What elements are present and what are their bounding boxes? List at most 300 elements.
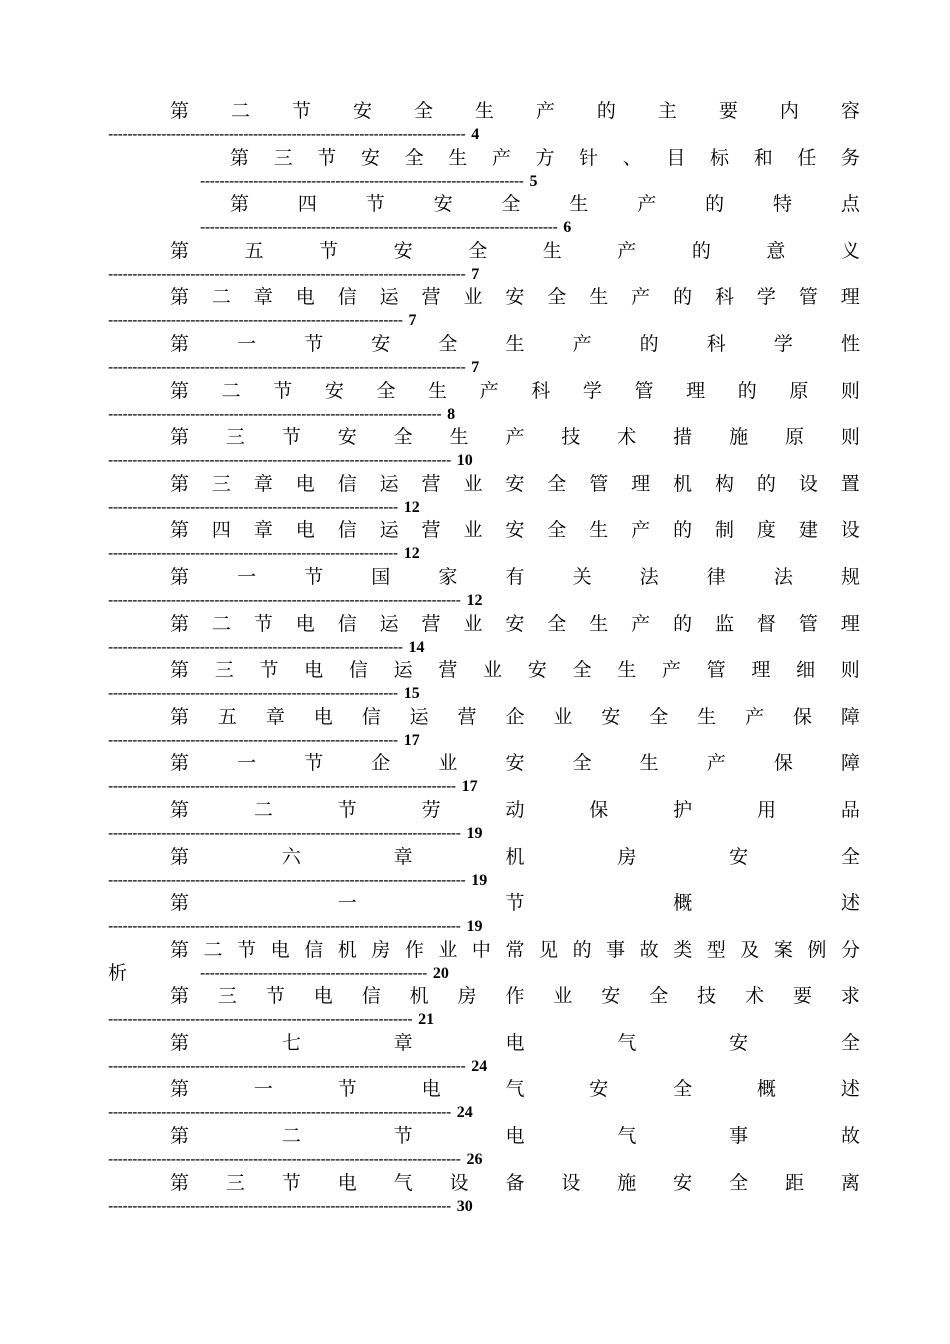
toc-title-char: 的 — [596, 100, 616, 122]
toc-entry — [108, 378, 860, 425]
toc-title-char: 三 — [217, 985, 237, 1008]
leader-dots: ------------------------------------------------------------ — [108, 545, 398, 563]
toc-title-char: 学 — [756, 286, 776, 309]
toc-title-char: 的 — [673, 519, 693, 542]
toc-title-char: 节 — [319, 239, 339, 262]
toc-title-char: 构 — [714, 472, 734, 495]
toc-title-char: 安 — [337, 426, 357, 449]
toc-title-char: 技 — [561, 426, 581, 449]
toc-title-char: 第 — [230, 193, 250, 216]
toc-title-char: 特 — [773, 193, 793, 216]
toc-title-char: 的 — [705, 193, 725, 216]
toc-title-char: 理 — [840, 612, 860, 635]
toc-title-char: 生 — [474, 100, 494, 122]
toc-page-number: 15 — [403, 685, 420, 703]
toc-title-char: 企 — [371, 752, 391, 775]
toc-title-char: 信 — [304, 938, 324, 961]
toc-title-char: 产 — [631, 286, 651, 309]
toc-title-char: 二 — [281, 1125, 301, 1148]
toc-title-char: 产 — [745, 705, 765, 728]
toc-title-char: 求 — [840, 985, 860, 1008]
toc-title-char: 电 — [295, 286, 315, 309]
toc-title-char: 全 — [840, 1031, 860, 1054]
leader-dots: -------------------------------------------------------------------------- — [108, 871, 466, 889]
toc-title-char: 气 — [617, 1125, 637, 1148]
toc-title-char: 房 — [371, 938, 391, 961]
toc-title-char: 生 — [589, 286, 609, 309]
toc-title-char: 管 — [589, 472, 609, 495]
toc-title-char: 法 — [773, 565, 793, 588]
toc-title-char: 节 — [259, 659, 279, 682]
toc-title-char: 则 — [840, 379, 860, 402]
toc-title-char: 设 — [798, 472, 818, 495]
toc-title-char: 生 — [449, 426, 469, 449]
toc-title-char: 第 — [170, 752, 190, 775]
toc-title-char: 信 — [337, 519, 357, 542]
toc-title-char: 容 — [840, 100, 860, 122]
toc-title-char: 概 — [757, 1078, 777, 1101]
toc-title-char: 施 — [617, 1171, 637, 1194]
toc-title-char: 原 — [789, 379, 809, 402]
toc-title-char: 针 — [579, 146, 599, 169]
leader-dots: ----------------------------------------------------------------------- — [108, 1104, 451, 1122]
toc-title-char: 第 — [170, 798, 190, 821]
toc-title-char: 章 — [253, 519, 273, 542]
toc-title-char: 电 — [295, 519, 315, 542]
toc-title-char: 设 — [449, 1171, 469, 1194]
toc-page-number: 24 — [471, 1057, 488, 1075]
toc-title-char: 章 — [393, 1031, 413, 1054]
toc-title-char: 章 — [253, 286, 273, 309]
toc-page-number: 12 — [466, 591, 483, 609]
toc-title-char: 督 — [756, 612, 776, 635]
toc-title-char: 全 — [729, 1171, 749, 1194]
toc-title-char: 业 — [553, 705, 573, 728]
toc-title-char: 生 — [428, 379, 448, 402]
toc-title-char: 任 — [797, 146, 817, 169]
toc-entry — [108, 657, 860, 704]
toc-title-char: 二 — [230, 100, 250, 122]
toc-entry-title — [170, 937, 860, 963]
toc-title-char: 产 — [631, 612, 651, 635]
leader-dots: ------------------------------------------------------------- — [108, 312, 403, 330]
toc-title-char: 义 — [840, 239, 860, 262]
toc-title-char: 产 — [535, 100, 555, 122]
toc-title-char: 节 — [237, 938, 257, 961]
toc-title-char: 一 — [337, 892, 357, 915]
toc-entry — [108, 284, 860, 331]
toc-title-char: 务 — [840, 146, 860, 169]
toc-title-char: 四 — [297, 193, 317, 216]
toc-title-char: 三 — [273, 146, 293, 169]
toc-title-char: 一 — [237, 332, 257, 355]
toc-title-char: 全 — [547, 612, 567, 635]
toc-title-char: 的 — [673, 286, 693, 309]
toc-title-char: 安 — [527, 659, 547, 682]
toc-title-char: 备 — [505, 1171, 525, 1194]
toc-entry — [108, 471, 860, 518]
toc-page-number: 24 — [456, 1104, 473, 1122]
toc-page-number: 10 — [456, 452, 473, 470]
toc-title-char: 产 — [572, 332, 592, 355]
toc-title-char: 节 — [304, 332, 324, 355]
toc-title-char: 节 — [281, 1171, 301, 1194]
toc-page-number: 7 — [471, 358, 480, 376]
toc-title-char: 用 — [757, 798, 777, 821]
toc-title-char: 三 — [225, 1171, 245, 1194]
toc-title-char: 动 — [505, 798, 525, 821]
toc-title-char: 管 — [706, 659, 726, 682]
toc-title-char: 生 — [569, 193, 589, 216]
toc-title-char: 三 — [214, 659, 234, 682]
leader-dots: -------------------------------------------------------------------------- — [108, 126, 466, 143]
toc-title-char: 六 — [281, 845, 301, 868]
toc-entry-title — [230, 191, 860, 217]
toc-title-char: 全 — [547, 286, 567, 309]
toc-title-char: 第 — [170, 1078, 190, 1101]
leader-dots: ------------------------------------------------------------ — [108, 498, 398, 516]
toc-title-char: 第 — [170, 612, 190, 635]
toc-title-char: 生 — [617, 659, 637, 682]
toc-title-char: 机 — [673, 472, 693, 495]
toc-title-char: 电 — [270, 938, 290, 961]
toc-title-char: 信 — [361, 705, 381, 728]
toc-entry-title — [170, 471, 860, 497]
toc-title-char: 第 — [170, 565, 190, 588]
toc-entry — [108, 611, 860, 658]
toc-title-char: 安 — [505, 472, 525, 495]
toc-title-char: 的 — [691, 239, 711, 262]
toc-title-char: 产 — [617, 239, 637, 262]
toc-page-number: 26 — [466, 1151, 483, 1169]
toc-title-char: 章 — [393, 845, 413, 868]
toc-title-char: 业 — [483, 659, 503, 682]
toc-title-char: 术 — [617, 426, 637, 449]
toc-title-char: 科 — [706, 332, 726, 355]
toc-title-char: 营 — [421, 286, 441, 309]
toc-page-number: 12 — [403, 545, 420, 563]
toc-title-char: 的 — [673, 612, 693, 635]
toc-title-char: 障 — [840, 752, 860, 775]
toc-title-char: 五 — [244, 239, 264, 262]
toc-title-char: 全 — [413, 100, 433, 122]
toc-title-char: 产 — [479, 379, 499, 402]
toc-entry-title — [170, 284, 860, 310]
toc-entry — [108, 424, 860, 471]
leader-dots: ------------------------------------------------------------ — [108, 685, 398, 703]
toc-title-char: 中 — [471, 938, 491, 961]
toc-entry — [108, 704, 860, 751]
toc-title-char: 设 — [561, 1171, 581, 1194]
toc-title-char: 营 — [421, 472, 441, 495]
toc-entry — [108, 191, 860, 238]
toc-title-char: 运 — [379, 612, 399, 635]
toc-page-number: 19 — [466, 918, 483, 936]
toc-title-char: 五 — [217, 705, 237, 728]
leader-dots: ------------------------------------------------------------- — [108, 638, 403, 656]
toc-title-char: 型 — [706, 938, 726, 961]
toc-title-char: 事 — [729, 1125, 749, 1148]
toc-title-char: 标 — [710, 146, 730, 169]
toc-title-char: 第 — [230, 146, 250, 169]
toc-title-char: 业 — [438, 938, 458, 961]
toc-title-char: 作 — [505, 985, 525, 1008]
toc-title-char: 业 — [553, 985, 573, 1008]
toc-title-char: 电 — [313, 705, 333, 728]
toc-entry — [108, 797, 860, 844]
leader-dots: ------------------------------------------------------------------- — [200, 172, 524, 190]
toc-entry-title — [170, 983, 860, 1009]
toc-title-char: 产 — [631, 519, 651, 542]
toc-title-char: 信 — [361, 985, 381, 1008]
toc-title-char: 第 — [170, 332, 190, 355]
toc-page-number: 8 — [447, 405, 456, 423]
toc-entry-title — [170, 657, 860, 683]
toc-title-char: 第 — [170, 845, 190, 868]
toc-title-char: 运 — [379, 286, 399, 309]
toc-title-char: 电 — [337, 1171, 357, 1194]
toc-title-char: 见 — [539, 938, 559, 961]
toc-title-char: 生 — [589, 612, 609, 635]
toc-title-char: 安 — [324, 379, 344, 402]
toc-page-number: 19 — [471, 871, 488, 889]
toc-page-number: 6 — [563, 219, 572, 237]
toc-title-char: 生 — [589, 519, 609, 542]
toc-entry-title — [170, 517, 860, 543]
toc-title-char: 品 — [840, 798, 860, 821]
toc-title-char: 生 — [448, 146, 468, 169]
toc-title-char: 第 — [170, 379, 190, 402]
toc-title-char: 第 — [170, 938, 190, 961]
toc-title-char: 原 — [784, 426, 804, 449]
leader-dots: --------------------------------------------------------------- — [108, 1011, 413, 1029]
toc-title-char: 七 — [281, 1031, 301, 1054]
toc-title-char: 节 — [304, 565, 324, 588]
toc-title-char: 全 — [547, 519, 567, 542]
toc-title-char: 学 — [582, 379, 602, 402]
table-of-contents — [108, 98, 860, 1216]
toc-entry — [108, 564, 860, 611]
toc-title-char: 内 — [779, 100, 799, 122]
toc-title-char: 营 — [438, 659, 458, 682]
toc-page-number: 21 — [418, 1011, 435, 1029]
toc-title-char: 管 — [634, 379, 654, 402]
toc-entry-title — [170, 564, 860, 590]
leader-dots: ------------------------------------------------------------------------- — [108, 1151, 461, 1169]
toc-title-char: 性 — [840, 332, 860, 355]
toc-entry-title — [170, 98, 860, 124]
toc-title-char: 安 — [360, 146, 380, 169]
toc-title-char: 第 — [170, 1125, 190, 1148]
toc-title-char: 关 — [572, 565, 592, 588]
toc-title-char: 主 — [657, 100, 677, 122]
toc-title-char: 安 — [393, 239, 413, 262]
toc-title-char: 家 — [438, 565, 458, 588]
toc-entry-title — [170, 890, 860, 916]
toc-title-char: 全 — [376, 379, 396, 402]
toc-entry — [108, 1076, 860, 1123]
toc-title-char: 概 — [673, 892, 693, 915]
toc-title-char: 全 — [501, 193, 521, 216]
toc-title-char: 管 — [798, 612, 818, 635]
toc-title-char: 保 — [589, 798, 609, 821]
toc-entry — [108, 1123, 860, 1170]
toc-page-number: 17 — [461, 778, 478, 796]
toc-title-char: 制 — [714, 519, 734, 542]
toc-title-char: 安 — [505, 286, 525, 309]
toc-title-char: 管 — [798, 286, 818, 309]
toc-entry-title — [170, 750, 860, 776]
toc-title-char: 产 — [706, 752, 726, 775]
toc-title-char: 营 — [421, 519, 441, 542]
toc-title-char: 全 — [404, 146, 424, 169]
toc-title-char: 二 — [221, 379, 241, 402]
toc-title-char: 营 — [457, 705, 477, 728]
toc-title-char: 保 — [773, 752, 793, 775]
toc-title-char: 第 — [170, 985, 190, 1008]
toc-title-char: 和 — [753, 146, 773, 169]
toc-entry — [108, 844, 860, 891]
toc-entry — [108, 331, 860, 378]
toc-title-char: 第 — [170, 239, 190, 262]
toc-entry-title — [170, 844, 860, 870]
toc-title-char: 第 — [170, 286, 190, 309]
toc-title-char: 建 — [798, 519, 818, 542]
toc-title-char: 产 — [505, 426, 525, 449]
toc-title-char: 全 — [547, 472, 567, 495]
toc-entry-title — [170, 797, 860, 823]
toc-title-char: 电 — [313, 985, 333, 1008]
toc-title-char: 运 — [393, 659, 413, 682]
toc-entry-title — [170, 238, 860, 264]
toc-title-char: 理 — [686, 379, 706, 402]
toc-entry-title — [170, 331, 860, 357]
toc-title-char: 运 — [379, 519, 399, 542]
toc-title-char: 术 — [745, 985, 765, 1008]
toc-title-char: 节 — [337, 798, 357, 821]
toc-title-char: 二 — [203, 938, 223, 961]
leader-dots: ------------------------------------------------------------------------ — [108, 778, 456, 796]
toc-title-char: 点 — [840, 193, 860, 216]
toc-title-char: 二 — [211, 612, 231, 635]
toc-entry — [108, 1030, 860, 1077]
toc-title-char: 节 — [317, 146, 337, 169]
leader-dots: ------------------------------------------------------------------------- — [108, 918, 461, 936]
toc-title-char: 节 — [273, 379, 293, 402]
toc-page-number: 14 — [408, 638, 425, 656]
toc-title-char: 机 — [409, 985, 429, 1008]
toc-page-number: 19 — [466, 824, 483, 842]
toc-entry-title — [170, 1076, 860, 1102]
toc-title-char: 理 — [751, 659, 771, 682]
toc-title-char: 房 — [617, 845, 637, 868]
toc-title-char: 全 — [649, 705, 669, 728]
toc-title-char: 第 — [170, 472, 190, 495]
toc-title-char: 四 — [211, 519, 231, 542]
toc-title-char: 全 — [438, 332, 458, 355]
toc-title-char: 业 — [463, 519, 483, 542]
toc-title-char: 置 — [840, 472, 860, 495]
toc-title-char: 事 — [606, 938, 626, 961]
toc-title-char: 安 — [352, 100, 372, 122]
toc-title-char: 产 — [637, 193, 657, 216]
toc-title-char: 产 — [491, 146, 511, 169]
toc-title-char: 安 — [589, 1078, 609, 1101]
toc-title-char: 产 — [661, 659, 681, 682]
toc-title-char: 节 — [393, 1125, 413, 1148]
toc-title-char: 全 — [840, 845, 860, 868]
toc-title-char: 的 — [639, 332, 659, 355]
toc-title-char: 故 — [639, 938, 659, 961]
toc-page-number: 4 — [471, 126, 480, 143]
toc-entry-title — [170, 1170, 860, 1196]
toc-title-char: 业 — [438, 752, 458, 775]
toc-entry-title — [170, 378, 860, 404]
leader-dots: ----------------------------------------------------------------------- — [108, 452, 451, 470]
toc-title-char: 运 — [409, 705, 429, 728]
toc-title-char: 一 — [237, 565, 257, 588]
toc-title-char: 及 — [740, 938, 760, 961]
toc-title-char: 安 — [371, 332, 391, 355]
toc-title-char: 第 — [170, 892, 190, 915]
toc-title-char: 房 — [457, 985, 477, 1008]
toc-title-char: 施 — [729, 426, 749, 449]
toc-title-char: 气 — [393, 1171, 413, 1194]
toc-title-char: 安 — [601, 985, 621, 1008]
toc-title-char: 故 — [840, 1125, 860, 1148]
toc-title-char: 第 — [170, 705, 190, 728]
toc-title-char: 度 — [756, 519, 776, 542]
leader-dots: -------------------------------------------------------------------------- — [108, 1057, 466, 1075]
toc-title-char: 电 — [505, 1125, 525, 1148]
toc-title-char: 科 — [531, 379, 551, 402]
toc-title-char: 章 — [253, 472, 273, 495]
toc-title-char: 类 — [673, 938, 693, 961]
toc-title-char: 设 — [840, 519, 860, 542]
toc-title-char: 劳 — [421, 798, 441, 821]
toc-title-char: 第 — [170, 1031, 190, 1054]
toc-title-char: 障 — [840, 705, 860, 728]
toc-title-char: 安 — [505, 612, 525, 635]
toc-title-char: 法 — [639, 565, 659, 588]
toc-title-char: 全 — [572, 752, 592, 775]
toc-entry-title — [170, 704, 860, 730]
toc-title-char: 理 — [631, 472, 651, 495]
toc-title-char: 第 — [170, 519, 190, 542]
toc-title-char: 目 — [666, 146, 686, 169]
toc-entry — [108, 517, 860, 564]
toc-entry-title — [170, 1123, 860, 1149]
toc-title-char: 距 — [784, 1171, 804, 1194]
toc-title-char: 律 — [706, 565, 726, 588]
toc-title-char: 业 — [463, 472, 483, 495]
toc-title-char: 营 — [421, 612, 441, 635]
toc-title-char: 作 — [404, 938, 424, 961]
toc-title-char: 述 — [840, 892, 860, 915]
toc-title-char: 理 — [840, 286, 860, 309]
toc-title-char: 例 — [807, 938, 827, 961]
toc-entry-title — [170, 611, 860, 637]
toc-title-char: 第 — [170, 659, 190, 682]
toc-title-char: 节 — [291, 100, 311, 122]
leader-dots: -------------------------------------------------------------------------- — [200, 219, 558, 237]
toc-title-char: 二 — [211, 286, 231, 309]
toc-title-char: 述 — [840, 1078, 860, 1101]
toc-title-char: 的 — [572, 938, 592, 961]
toc-title-char: 企 — [505, 705, 525, 728]
toc-page-number: 7 — [408, 312, 417, 330]
toc-entry — [108, 890, 860, 937]
